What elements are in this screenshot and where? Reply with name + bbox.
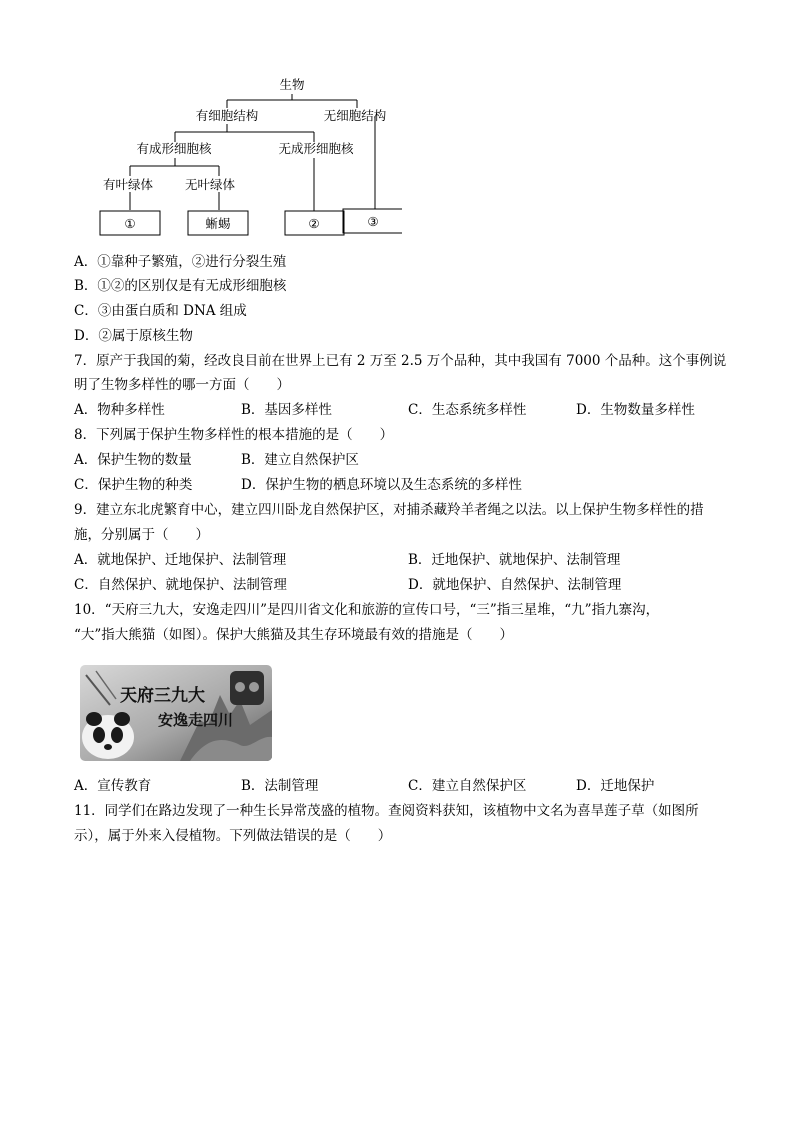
q7-stem-line-1: 7．原产于我国的菊，经改良目前在世界上已有 2 万至 2.5 万个品种，其中我国有 7000 个品种。这个事例说 [74, 353, 727, 369]
q10-stem-line-1: 10．“天府三九大，安逸走四川”是四川省文化和旅游的宣传口号，“三”指三星堆，“九”指九寨沟， [74, 602, 660, 618]
diagram-noncellular-label: 无细胞结构 [323, 108, 387, 123]
diagram-box-3-label: ③ [367, 214, 379, 229]
q10-option-a: A．宣传教育 [74, 778, 152, 794]
diagram-nucleus-label: 有成形细胞核 [136, 141, 212, 156]
q7-option-d: D．生物数量多样性 [576, 402, 695, 418]
diagram-root-label: 生物 [279, 77, 305, 92]
q9-option-d: D．就地保护、自然保护、法制管理 [408, 577, 622, 593]
q8-option-c: C．保护生物的种类 [74, 477, 193, 493]
diagram-svg [92, 72, 402, 242]
diagram-no-chloroplast-label: 无叶绿体 [184, 177, 236, 192]
diagram-cellular-label: 有细胞结构 [195, 108, 259, 123]
q11-stem-line-1: 11．同学们在路边发现了一种生长异常茂盛的植物。查阅资料获知，该植物中文名为喜旱莲子草（如图所 [74, 803, 699, 819]
q11-stem-line-2: 示），属于外来入侵植物。下列做法错误的是（ ） [74, 828, 392, 844]
q8-option-b: B．建立自然保护区 [241, 452, 359, 468]
q7-stem-line-2: 明了生物多样性的哪一方面（ ） [74, 377, 290, 393]
diagram-box-2-label: ② [308, 216, 320, 231]
q7-option-a: A．物种多样性 [74, 402, 165, 418]
q9-option-a: A．就地保护、迁地保护、法制管理 [74, 552, 287, 568]
q10-stem-line-2: “大”指大熊猫（如图）。保护大熊猫及其生存环境最有效的措施是（ ） [74, 627, 514, 643]
q9-stem-line-2: 施，分别属于（ ） [74, 527, 209, 543]
image-slogan-line-1: 天府三九大 [120, 686, 205, 706]
q8-option-a: A．保护生物的数量 [74, 452, 192, 468]
q7-option-b: B．基因多样性 [241, 402, 332, 418]
classification-diagram [92, 72, 402, 242]
sichuan-panda-image-svg [80, 665, 272, 761]
sichuan-panda-image [80, 665, 272, 761]
q10-option-d: D．迁地保护 [576, 778, 655, 794]
q9-option-c: C．自然保护、就地保护、法制管理 [74, 577, 287, 593]
q10-option-b: B．法制管理 [241, 778, 319, 794]
q6-option-c: C．③由蛋白质和 DNA 组成 [74, 303, 247, 319]
q10-option-c: C．建立自然保护区 [408, 778, 527, 794]
diagram-no-nucleus-label: 无成形细胞核 [278, 141, 354, 156]
diagram-chloroplast-label: 有叶绿体 [102, 177, 154, 192]
q6-option-b: B．①②的区别仅是有无成形细胞核 [74, 278, 287, 294]
q9-stem-line-1: 9．建立东北虎繁育中心，建立四川卧龙自然保护区，对捕杀藏羚羊者绳之以法。以上保护生物多样性的措 [74, 502, 704, 518]
image-slogan-line-2: 安逸走四川 [158, 711, 234, 729]
diagram-box-1-label: ① [124, 216, 136, 231]
q6-option-a: A．①靠种子繁殖，②进行分裂生殖 [74, 254, 287, 270]
q9-option-b: B．迁地保护、就地保护、法制管理 [408, 552, 621, 568]
q8-stem: 8．下列属于保护生物多样性的根本措施的是（ ） [74, 427, 394, 443]
diagram-box-lizard-label: 蜥蜴 [205, 216, 231, 231]
q7-option-c: C．生态系统多样性 [408, 402, 527, 418]
q6-option-d: D．②属于原核生物 [74, 328, 193, 344]
q8-option-d: D．保护生物的栖息环境以及生态系统的多样性 [241, 477, 522, 493]
